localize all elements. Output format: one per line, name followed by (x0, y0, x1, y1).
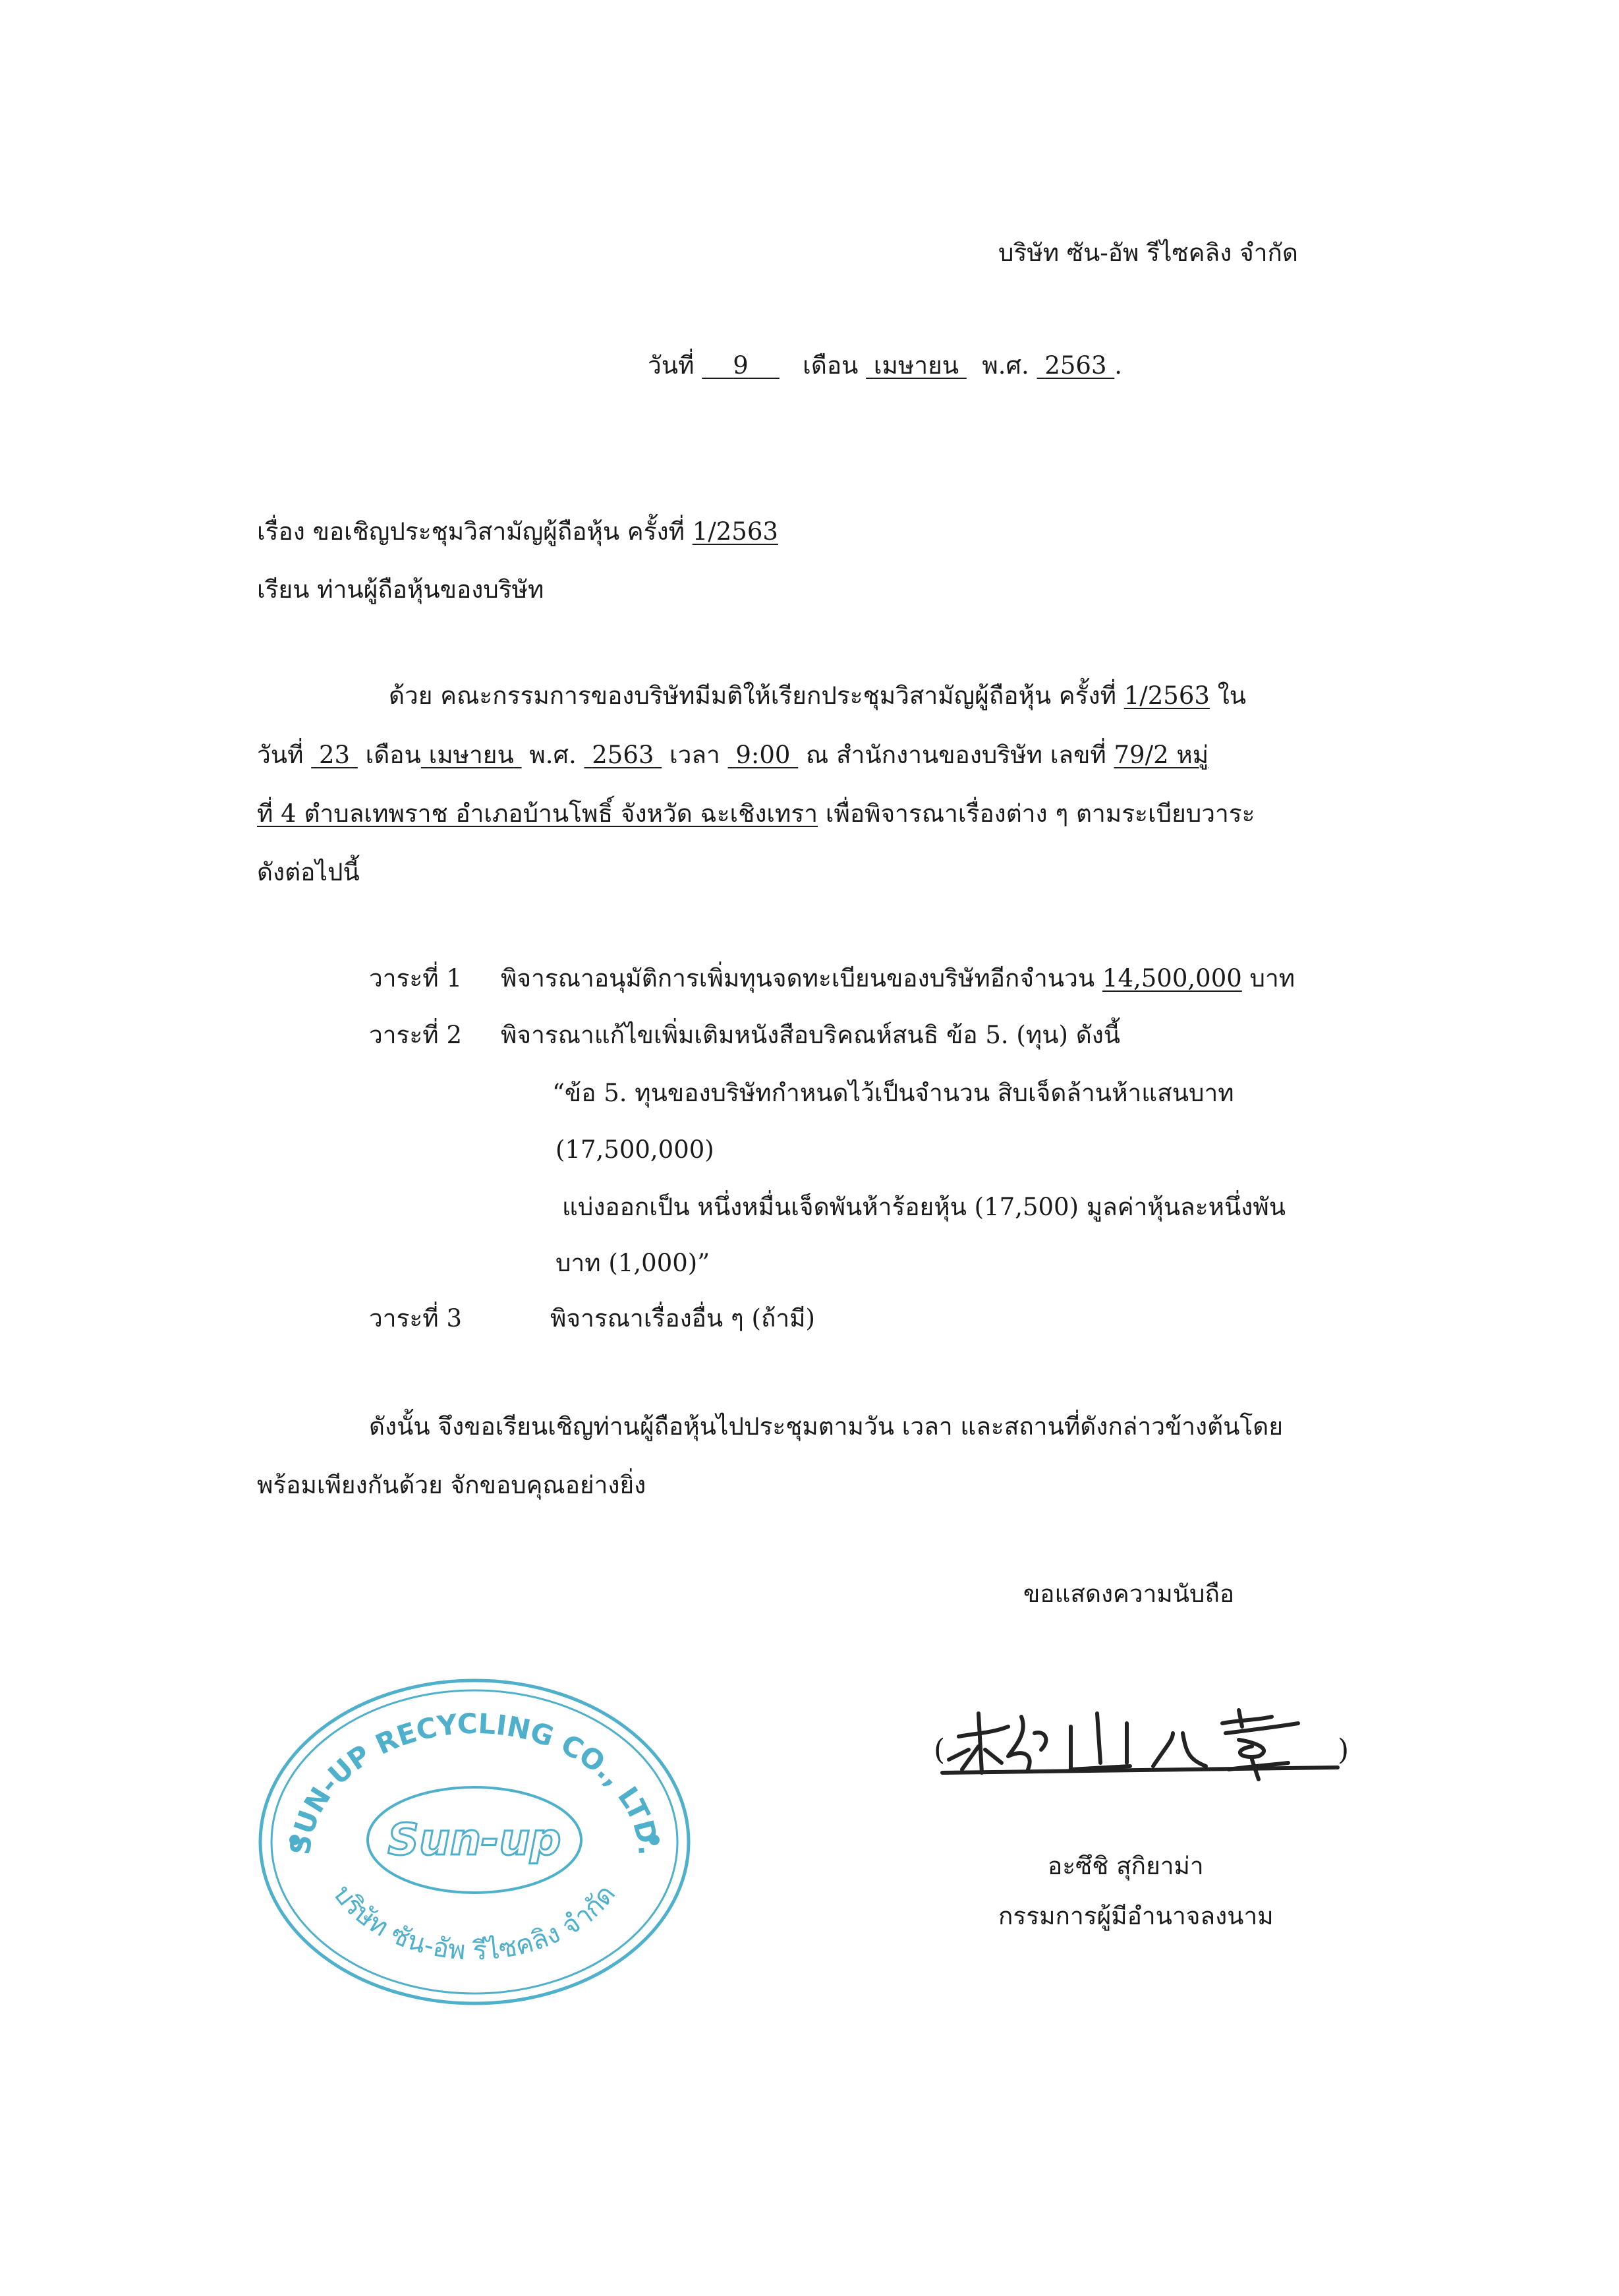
agenda-1-text: พิจารณาอนุมัติการเพิ่มทุนจดทะเบียนของบริษัทอีกจำนวน 14,500,000 บาท (501, 964, 1295, 992)
date-year-label: พ.ศ. (982, 351, 1029, 380)
meeting-day: 23 (319, 741, 351, 769)
date-year: 2563 (1044, 351, 1107, 380)
subject-line (257, 517, 778, 546)
signature-close-paren: ) (1338, 1733, 1349, 1767)
closing-line-1: ดังนั้น จึงขอเรียนเชิญท่านผู้ถือหุ้นไปประชุมตามวัน เวลา และสถานที่ดังกล่าวข้างต้นโดย (369, 1412, 1284, 1441)
agenda-2-label: วาระที่ 2 (369, 1021, 462, 1049)
closing-line-2: พร้อมเพียงกันด้วย จักขอบคุณอย่างยิ่ง (257, 1471, 646, 1499)
subject-label: เรื่อง ขอเชิญประชุมวิสามัญผู้ถือหุ้น ครั้งที่ (257, 517, 685, 546)
meeting-time: 9:00 (735, 741, 791, 769)
date-line: วันที่ 9 เดือน เมษายน พ.ศ. 2563 . (648, 351, 1123, 380)
date-day-label: วันที่ (648, 351, 695, 380)
date-month-label: เดือน (803, 351, 859, 380)
agenda-2-quote-4: บาท (1,000)” (555, 1249, 710, 1277)
capital-increase-amount: 14,500,000 (1102, 964, 1242, 992)
regards: ขอแสดงความนับถือ (1023, 1580, 1235, 1608)
agenda-2-text: พิจารณาแก้ไขเพิ่มเติมหนังสือบริคณห์สนธิ ข้อ 5. (ทุน) ดังนี้ (501, 1021, 1121, 1049)
signature-open-paren: ( (934, 1733, 946, 1767)
stamp-top-text: SUN-UP RECYCLING CO., LTD. (283, 1707, 666, 1857)
body-line-1: ด้วย คณะกรรมการของบริษัทมีมติให้เรียกประชุมวิสามัญผู้ถือหุ้น ครั้งที่ 1/2563 ใน (389, 681, 1247, 710)
agenda-3-label: วาระที่ 3 (369, 1304, 462, 1333)
agenda-3-text: พิจารณาเรื่องอื่น ๆ (ถ้ามี) (550, 1304, 815, 1333)
body-line-2: วันที่ 23 เดือน เมษายน พ.ศ. 2563 เวลา 9:00 ณ สำนักงานของบริษัท เลขที่ 79/2 หมู่ (257, 741, 1209, 769)
company-stamp (247, 1667, 702, 2010)
stamp-bottom-text: บริษัท ซัน-อัพ รีไซคลิง จำกัด (327, 1879, 622, 1966)
company-name: บริษัท ซัน-อัพ รีไซคลิง จำกัด (998, 239, 1298, 267)
body-line-3: ที่ 4 ตำบลเทพราช อำเภอบ้านโพธิ์ จังหวัด ฉะเชิงเทรา เพื่อพิจารณาเรื่องต่าง ๆ ตามระเบียบวาระ (257, 799, 1255, 828)
meeting-address: ที่ 4 ตำบลเทพราช อำเภอบ้านโพธิ์ จังหวัด ฉะเชิงเทรา (257, 799, 818, 828)
date-month: เมษายน (873, 351, 959, 380)
signatory-title: กรรมการผู้มีอำนาจลงนาม (998, 1902, 1274, 1930)
agenda-2-quote-3: แบ่งออกเป็น หนึ่งหมื่นเจ็ดพันห้าร้อยหุ้น (17,500) มูลค่าหุ้นละหนึ่งพัน (562, 1193, 1286, 1221)
addressee: เรียน ท่านผู้ถือหุ้นของบริษัท (257, 575, 544, 604)
meeting-year: 2563 (592, 741, 654, 769)
agenda-2-quote-2: (17,500,000) (555, 1135, 714, 1164)
date-day: 9 (733, 351, 749, 380)
subject-number: 1/2563 (692, 517, 778, 546)
stamp-logo: Sun-up (387, 1814, 561, 1865)
agenda-2-quote-1: “ข้อ 5. ทุนของบริษัทกำหนดไว้เป็นจำนวน สิบเจ็ดล้านห้าแสนบาท (552, 1079, 1234, 1107)
signatory-name: อะซึชิ สุกิยาม่า (1048, 1852, 1204, 1880)
meeting-address-no: 79/2 หมู่ (1114, 741, 1209, 769)
handwritten-signature (929, 1687, 1357, 1786)
body-line-4: ดังต่อไปนี้ (257, 858, 360, 886)
agenda-1-label: วาระที่ 1 (369, 964, 462, 992)
meeting-number: 1/2563 (1123, 681, 1210, 710)
meeting-month: เมษายน (428, 741, 514, 769)
